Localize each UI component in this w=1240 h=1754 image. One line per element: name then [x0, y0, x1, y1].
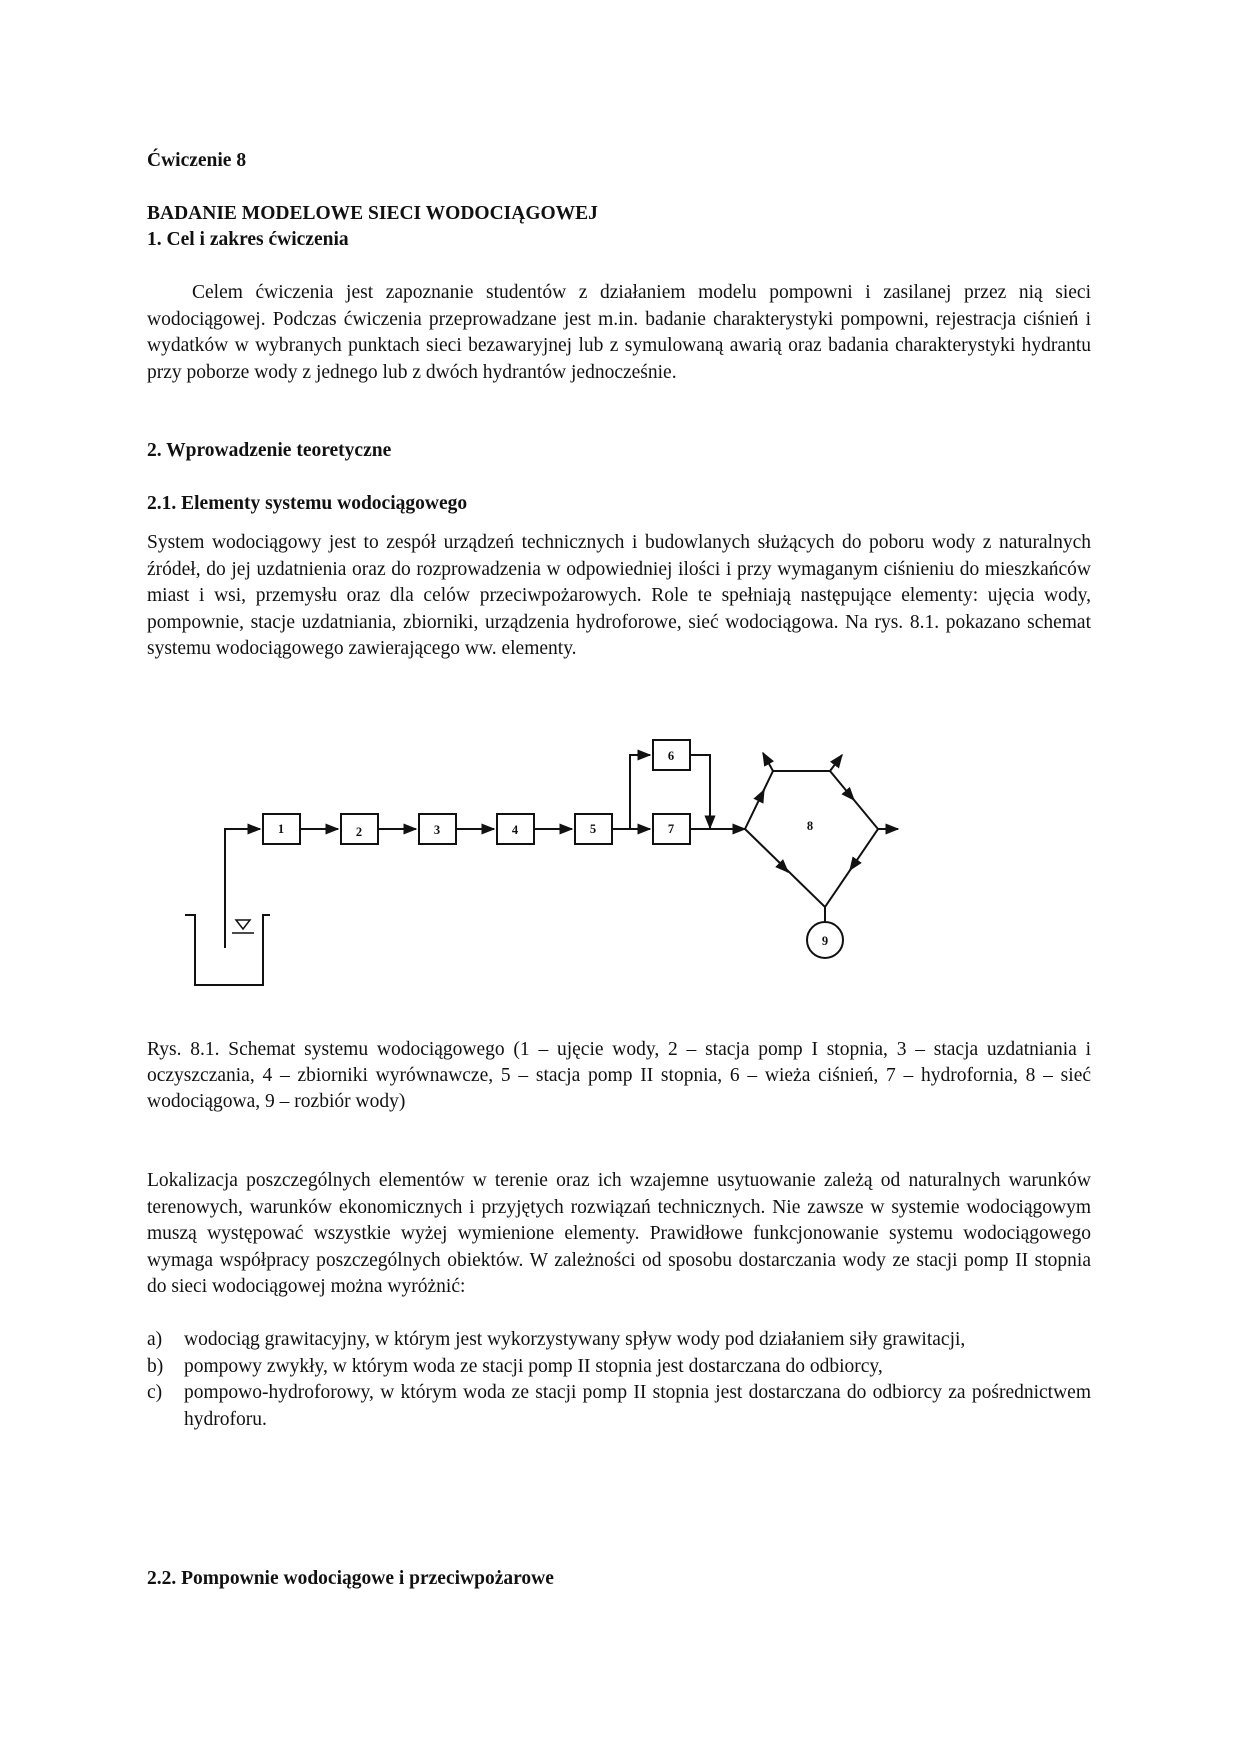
section-2-heading: 2. Wprowadzenie teoretyczne	[147, 440, 392, 461]
network-outlet-left	[763, 753, 773, 771]
label-1: 1	[277, 822, 285, 836]
document-title: BADANIE MODELOWE SIECI WODOCIĄGOWEJ	[147, 203, 598, 224]
label-2: 2	[355, 825, 363, 839]
intake-tank-shape	[185, 915, 270, 985]
list-item: a) wodociąg grawitacyjny, w którym jest wykorzystywany spływ wody pod działaniem siły grawitacji,	[147, 1329, 966, 1350]
label-6: 6	[667, 749, 675, 763]
water-system-diagram	[170, 730, 910, 1000]
section-2-1-heading: 2.1. Elementy systemu wodociągowego	[147, 493, 468, 514]
label-3: 3	[433, 823, 441, 837]
list-item: b) pompowy zwykły, w którym woda ze stacji pomp II stopnia jest dostarczana do odbiorcy,	[147, 1355, 883, 1377]
section-1-heading: 1. Cel i zakres ćwiczenia	[147, 229, 349, 250]
suction-pipe	[225, 829, 260, 948]
body-paragraph-2: Lokalizacja poszczególnych elementów w terenie oraz ich wzajemne usytuowanie zależą od naturalnych warunków terenowych, warunków ekonomicznych i przyjętych rozwiązań technicznych. Nie zawsze w systemie wodociągowym muszą występować wszystkie wyżej wymienione elementy. Prawidłowe funkcjonowanie systemu wodociągowego wymaga współpracy poszczególnych obiektów. W zależności od sposobu dostarczania wody ze stacji pomp II stopnia do sieci wodociągowej można wyróżnić:	[147, 1170, 1091, 1297]
label-5: 5	[589, 822, 597, 836]
list-item: c) pompowo-hydroforowy, w którym woda ze stacji pomp II stopnia jest dostarczana do odbiorcy za pośrednictwem hydroforu.	[147, 1382, 1091, 1430]
section-2-2-heading: 2.2. Pompownie wodociągowe i przeciwpożarowe	[147, 1568, 554, 1589]
network-outlet-right	[830, 755, 842, 771]
exercise-heading: Ćwiczenie 8	[147, 150, 247, 171]
network-8-shape	[745, 771, 878, 907]
delivery-type-list	[147, 1327, 1091, 1433]
label-4: 4	[511, 823, 519, 837]
section-2-1-paragraph: System wodociągowy jest to zespół urządzeń technicznych i budowlanych służących do poboru wody z naturalnych źródeł, do jej uzdatnienia oraz do rozprowadzenia w odpowiedniej ilości i przy wymaganym ciśnieniu do mieszkańców miast i wsi, przemysłu oraz dla celów przeciwpożarowych. Role te spełniają następujące elementy: ujęcia wody, pompownie, stacje uzdatniania, zbiorniki, urządzenia hydroforowe, sieć wodociągowa. Na rys. 8.1. pokazano schemat systemu wodociągowego zawierającego ww. elementy.	[147, 532, 1091, 659]
water-level-marker	[236, 920, 250, 929]
pipe-from-tower	[690, 755, 710, 828]
section-1-paragraph: Celem ćwiczenia jest zapoznanie studentów z działaniem modelu pompowni i zasilanej przez nią sieci wodociągowej. Podczas ćwiczenia przeprowadzane jest m.in. badanie charakterystyki pompowni, rejestracja ciśnień i wydatków w wybranych punktach sieci bezawaryjnej lub z symulowaną awarią oraz badania charakterystyki hydrantu przy poborze wody z jednego lub z dwóch hydrantów jednocześnie.	[147, 282, 1091, 383]
figure-caption: Rys. 8.1. Schemat systemu wodociągowego (1 – ujęcie wody, 2 – stacja pomp I stopnia, 3 – stacja uzdatniania i oczyszczania, 4 – zbiorniki wyrównawcze, 5 – stacja pomp II stopnia, 6 – wieża ciśnień, 7 – hydrofornia, 8 – sieć wodociągowa, 9 – rozbiór wody)	[147, 1039, 1091, 1112]
label-9: 9	[821, 934, 829, 948]
pipe-to-tower	[630, 755, 650, 829]
label-7: 7	[667, 822, 675, 836]
label-8: 8	[806, 819, 814, 833]
